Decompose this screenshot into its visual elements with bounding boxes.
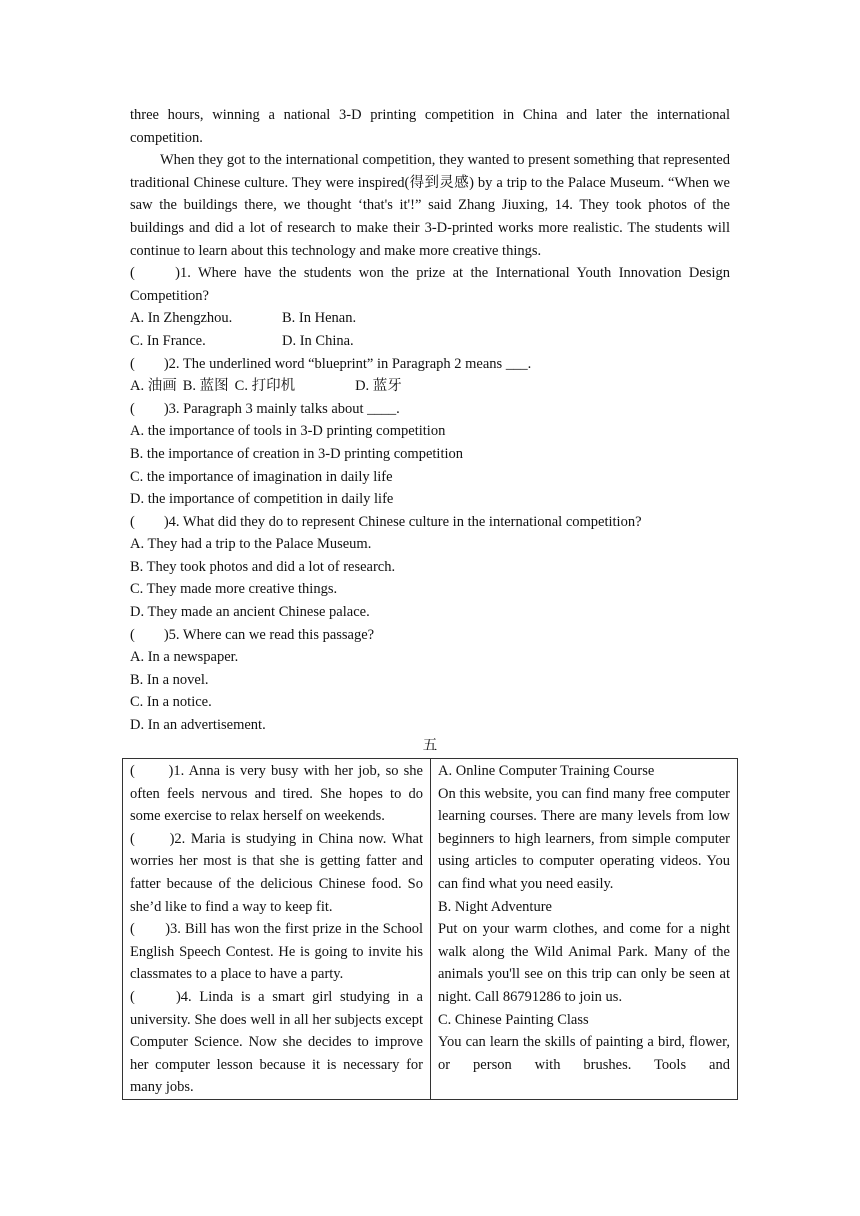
ad-body: You can learn the skills of painting a bird, flower, or person with brushes. Tools and bbox=[438, 1034, 730, 1073]
option-c: C. They made more creative things. bbox=[130, 581, 338, 598]
question-stem: ( )2. The underlined word “blueprint” in Paragraph 2 means ___. bbox=[130, 355, 532, 372]
reading-section bbox=[130, 104, 730, 737]
ad-title: B. Night Adventure bbox=[438, 898, 552, 915]
option-c: C. 打印机 bbox=[234, 378, 296, 395]
option-row bbox=[130, 307, 730, 330]
people-column bbox=[123, 759, 431, 1100]
option-row bbox=[130, 330, 730, 353]
question-1 bbox=[130, 262, 730, 352]
option-b: B. In a novel. bbox=[130, 671, 209, 688]
ad-title: A. Online Computer Training Course bbox=[438, 763, 655, 779]
ad-body: Put on your warm clothes, and come for a night walk along the Wild Animal Park. Many of the animals you'll see on this trip can only be seen at night. Call 86791286 to join us. bbox=[438, 921, 730, 1005]
reading-paragraph-3: When they got to the international competition, they wanted to present something that represented traditional Chinese culture. They were inspired(得到灵感) by a trip to the Palace Museum. “When we saw the buildings there, we thought ‘that's it'!” said Zhang Jiuxing, 14. They took photos of the buildings and did a lot of research to make their 3-D-printed works more realistic. The students will continue to learn about this technology and make more creative things. bbox=[130, 152, 730, 259]
question-3 bbox=[130, 398, 730, 511]
question-4 bbox=[130, 511, 730, 624]
option-d: D. the importance of competition in daily life bbox=[130, 491, 394, 508]
option-d: D. 蓝牙 bbox=[355, 378, 402, 395]
option-b: B. the importance of creation in 3-D printing competition bbox=[130, 445, 464, 462]
option-a: A. In Zhengzhou. bbox=[130, 310, 233, 327]
question-stem: ( )3. Paragraph 3 mainly talks about ____. bbox=[130, 400, 400, 417]
option-c: C. the importance of imagination in daily life bbox=[130, 468, 393, 485]
reading-paragraph-2-end: three hours, winning a national 3-D printing competition in China and later the international competition. bbox=[130, 107, 730, 146]
option-d: D. They made an ancient Chinese palace. bbox=[130, 604, 370, 621]
section-heading: 五 bbox=[422, 738, 438, 754]
ad-title: C. Chinese Painting Class bbox=[438, 1011, 589, 1028]
ad-body: On this website, you can find many free computer learning courses. There are many levels from low beginners to high learners, from simple computer using articles to computer operating videos. You can find what you need easily. bbox=[438, 785, 730, 892]
option-c: C. In a notice. bbox=[130, 694, 212, 711]
option-a: A. In a newspaper. bbox=[130, 649, 239, 666]
matching-table bbox=[122, 758, 738, 1100]
person-item: ( )2. Maria is studying in China now. What worries her most is that she is getting fatter and fatter because of the delicious Chinese food. So she’d like to find a way to keep fit. bbox=[130, 830, 423, 915]
question-2 bbox=[130, 353, 730, 398]
option-c: C. In France. bbox=[130, 332, 206, 349]
option-b: B. They took photos and did a lot of research. bbox=[130, 558, 396, 575]
option-d: D. In an advertisement. bbox=[130, 717, 266, 734]
person-item: ( )1. Anna is very busy with her job, so she often feels nervous and tired. She hopes to do some exercise to relax herself on weekends. bbox=[130, 763, 423, 825]
option-d: D. In China. bbox=[282, 332, 354, 349]
option-b: B. 蓝图 bbox=[182, 378, 229, 395]
option-b: B. In Henan. bbox=[282, 310, 357, 327]
person-item: ( )4. Linda is a smart girl studying in a university. She does well in all her subjects except Computer Science. Now she decides to improve her computer lesson because it is necessary for many jobs. bbox=[130, 988, 423, 1096]
ads-column bbox=[431, 759, 738, 1100]
option-a: A. 油画 bbox=[130, 378, 177, 395]
question-5 bbox=[130, 624, 730, 737]
question-stem: ( )5. Where can we read this passage? bbox=[130, 626, 375, 643]
question-stem: ( )1. Where have the students won the prize at the International Youth Innovation Design Competition? bbox=[130, 265, 730, 304]
person-item: ( )3. Bill has won the first prize in the School English Speech Contest. He is going to invite his classmates to a place to have a party. bbox=[130, 921, 423, 983]
table-row bbox=[123, 759, 738, 1100]
option-a: A. They had a trip to the Palace Museum. bbox=[130, 536, 372, 553]
option-row bbox=[130, 375, 730, 398]
question-stem: ( )4. What did they do to represent Chinese culture in the international competition? bbox=[130, 513, 642, 530]
option-a: A. the importance of tools in 3-D printing competition bbox=[130, 423, 446, 440]
